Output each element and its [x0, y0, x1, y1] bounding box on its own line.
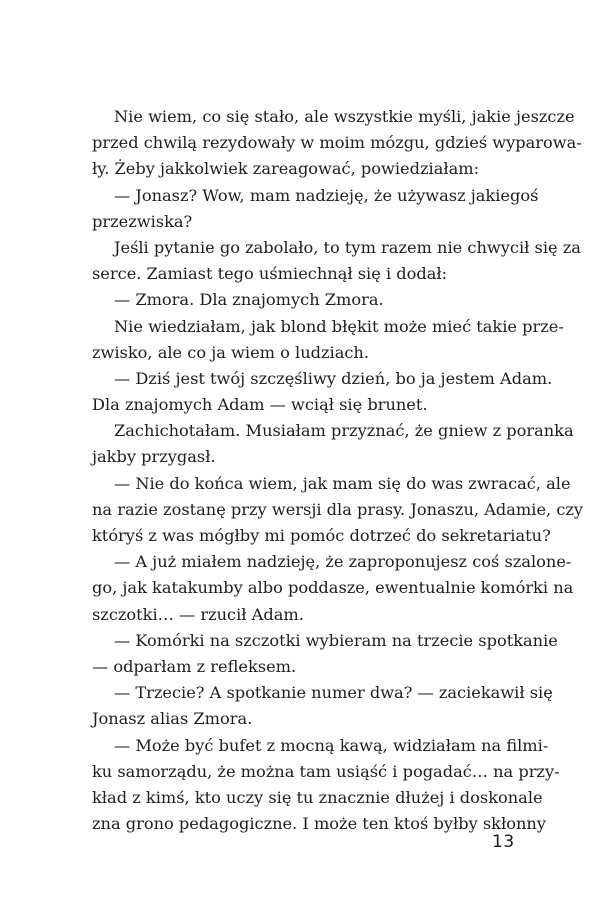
text-line: któryś z was mógłby mi pomóc dotrzeć do sekretariatu?	[92, 526, 551, 545]
text-line: na razie zostanę przy wersji dla prasy. Jonaszu, Adamie, czy	[92, 499, 584, 519]
text-line: ły. Żeby jakkolwiek zareagować, powiedziałam:	[92, 159, 480, 179]
text-line: — Może być bufet z mocną kawą, widziałam na filmi-	[114, 735, 549, 755]
text-line: jakby przygasł.	[92, 447, 216, 467]
text-line: przed chwilą rezydowały w moim mózgu, gdzieś wyparowa-	[92, 133, 582, 153]
text-line: — Komórki na szczotki wybieram na trzecie spotkanie	[114, 630, 558, 650]
text-line: — Dziś jest twój szczęśliwy dzień, bo ja jestem Adam.	[114, 368, 553, 388]
text-line: — Trzecie? A spotkanie numer dwa? — zaciekawił się	[114, 683, 553, 703]
text-line: Zachichotałam. Musiałam przyznać, że gniew z poranka	[114, 421, 574, 441]
text-line: szczotki… — rzucił Adam.	[92, 604, 304, 624]
text-line: — Zmora. Dla znajomych Zmora.	[114, 290, 384, 310]
text-line: — Nie do końca wiem, jak mam się do was zwracać, ale	[114, 473, 571, 493]
body-text	[92, 104, 584, 837]
text-line: serce. Zamiast tego uśmiechnął się i dodał:	[92, 264, 448, 284]
text-line: ku samorządu, że można tam usiąść i pogadać… na przy-	[92, 761, 560, 781]
text-line: Jonasz alias Zmora.	[92, 709, 253, 729]
text-line: Dla znajomych Adam — wciął się brunet.	[92, 395, 428, 415]
text-line: — A już miałem nadzieję, że zaproponujesz coś szalone-	[114, 552, 572, 572]
text-line: — Jonasz? Wow, mam nadzieję, że używasz jakiegoś	[114, 185, 539, 205]
text-line: go, jak katakumby albo poddasze, ewentualnie komórki na	[92, 578, 574, 598]
text-line: przezwiska?	[92, 211, 193, 231]
text-line: zna grono pedagogiczne. I może ten ktoś byłby skłonny	[92, 814, 546, 834]
text-line: Nie wiem, co się stało, ale wszystkie myśli, jakie jeszcze	[114, 107, 575, 126]
text-line: Nie wiedziałam, jak blond błękit może mieć takie prze-	[114, 316, 564, 336]
text-line: — odparłam z refleksem.	[92, 656, 297, 676]
text-line: Jeśli pytanie go zabolało, to tym razem nie chwycił się za	[114, 237, 581, 257]
text-line: zwisko, ale co ja wiem o ludziach.	[92, 342, 369, 362]
text-line: kład z kimś, kto uczy się tu znacznie dłużej i doskonale	[92, 787, 543, 807]
page-number: 13	[492, 832, 515, 852]
